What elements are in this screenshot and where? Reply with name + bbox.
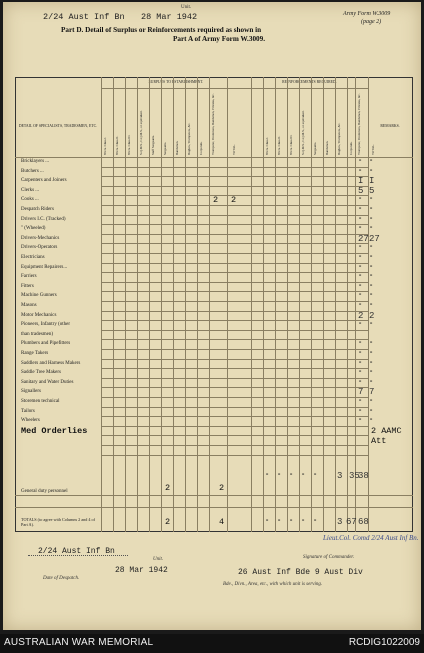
row-label: Cooks ... xyxy=(21,197,39,203)
row-label: Despatch Riders xyxy=(21,207,54,212)
specialists-header: DETAIL OF SPECIALISTS, TRADESMEN, ETC. xyxy=(18,124,98,128)
cell-r-total: - xyxy=(369,320,374,329)
section-rule xyxy=(101,88,368,89)
row-rule xyxy=(101,311,368,312)
cell-r-total: - xyxy=(369,224,374,233)
signature-label: Signature of Commander. xyxy=(303,555,355,560)
row-label: Masons xyxy=(21,303,37,308)
row-rule xyxy=(101,387,368,388)
column-rule xyxy=(149,77,150,532)
cell-r-priv: - xyxy=(358,224,363,233)
column-rule xyxy=(251,77,252,532)
row-rule xyxy=(101,234,368,235)
cell-r-priv: - xyxy=(358,262,363,271)
cell-r-priv: - xyxy=(358,377,363,386)
archive-brand: AUSTRALIAN WAR MEMORIAL xyxy=(4,637,154,648)
row-label: " (Wheeled) xyxy=(21,226,46,232)
cell-r-total: - xyxy=(369,253,374,261)
footer-unit-line xyxy=(28,555,128,556)
row-label: Drivers I.C. (Tracked) xyxy=(21,216,66,222)
row-rule xyxy=(101,339,368,340)
cell-r-priv: - xyxy=(358,291,363,300)
total-r-sqms: - xyxy=(301,517,306,525)
catalog-number: RCDIG1022009 xyxy=(348,637,420,648)
column-rule xyxy=(113,77,114,532)
row-rule xyxy=(101,359,368,360)
row-label: Electricians xyxy=(21,255,45,260)
column-rule xyxy=(197,77,198,532)
row-label: Saddle Tree Makers xyxy=(21,370,61,376)
row-rule xyxy=(101,176,368,177)
row-label: Storemen technical xyxy=(21,399,60,404)
footer-date-label: Date of Despatch. xyxy=(43,576,80,581)
row-rule xyxy=(101,282,368,283)
cell-r-total: - xyxy=(369,377,374,386)
column-rule xyxy=(125,77,126,532)
cell-r-priv: - xyxy=(358,281,363,290)
remarks-med-orderlies: 2 AAMC Att xyxy=(371,425,402,446)
column-rule xyxy=(137,77,138,532)
row-rule xyxy=(101,407,368,408)
reinforcement-column-heading: W.Os. Class I. xyxy=(265,136,269,155)
row-label: Plumbers and Pipefitters xyxy=(21,341,71,347)
cell-r-total: - xyxy=(369,406,374,415)
total-r-total: 68 xyxy=(358,517,369,527)
cell-r-total: - xyxy=(369,397,374,405)
row-rule xyxy=(101,435,368,436)
cell-r-priv: - xyxy=(358,253,363,261)
row-label: Butchers ... xyxy=(21,168,44,174)
row-label: than tradesmen) xyxy=(21,331,54,337)
row-rule xyxy=(101,243,368,244)
row-label: Wheelers xyxy=(21,418,40,424)
row-rule xyxy=(101,263,368,264)
surplus-column-heading: S.Q.M.S., C.Q.M.S., or equivalent. xyxy=(139,110,143,155)
cell-r-total: - xyxy=(369,339,374,348)
cell-r-priv: - xyxy=(358,214,363,223)
surplus-column-heading: W.Os. Class I. xyxy=(103,136,107,155)
subtotal-r-wo3: - xyxy=(289,471,294,479)
row-rule xyxy=(101,397,368,398)
cell-r-total: - xyxy=(369,243,374,252)
row-label: Sanitary and Water Duties xyxy=(21,379,74,385)
cell-s-priv: 2 xyxy=(213,195,219,206)
cell-r-priv: 5 xyxy=(358,185,364,196)
cell-r-priv: - xyxy=(358,397,363,405)
totals-rule xyxy=(15,507,413,508)
commander-signature: Lieut.Col. Comd 2/24 Aust Inf Bn. xyxy=(323,534,419,542)
cell-r-total: - xyxy=(369,272,374,281)
unit-name: 2/24 Aust Inf Bn xyxy=(43,12,125,22)
row-label: Machine Gunners xyxy=(21,293,57,299)
cell-r-total: 27 xyxy=(369,233,380,244)
reinforcement-column-heading: Sergeants. xyxy=(313,141,317,155)
row-label-general-duty: General duty personnel xyxy=(21,489,68,494)
column-rule xyxy=(209,77,210,532)
column-rule xyxy=(299,77,300,532)
row-rule xyxy=(101,291,368,292)
row-rule xyxy=(101,253,368,254)
footer-unit: 2/24 Aust Inf Bn xyxy=(38,547,115,556)
total-s-total: 4 xyxy=(219,517,225,527)
cell-r-priv: - xyxy=(358,416,363,425)
form-number: Army Form W.3009 xyxy=(343,11,391,17)
reinforcement-column-heading: S.Q.M.S., C.Q.M.S., or equivalent. xyxy=(301,110,305,155)
cell-r-total: 2 xyxy=(369,310,375,321)
total-s-sgt: 2 xyxy=(165,517,171,527)
general-duty-rule xyxy=(15,495,413,496)
row-label: Farriers xyxy=(21,274,37,280)
cell-r-priv: - xyxy=(358,349,363,357)
cell-r-total: I xyxy=(369,176,375,187)
row-rule xyxy=(101,349,368,350)
form-title: Part D. Detail of Surplus or Reinforcements required as shown in xyxy=(61,26,262,34)
general-duty-s-total: 2 xyxy=(219,483,225,493)
cell-s-total: 2 xyxy=(231,195,237,206)
surplus-column-heading: W.Os. Class II. xyxy=(115,135,119,155)
row-rule xyxy=(101,320,368,321)
row-label: Motor Mechanics xyxy=(21,312,57,318)
row-rule xyxy=(101,186,368,187)
surplus-column-heading: Sergeants. xyxy=(163,141,167,155)
unit-label: Unit. xyxy=(181,5,192,10)
reinforcement-column-heading: W.Os. Class II. xyxy=(277,135,281,155)
row-label: Fitters xyxy=(21,283,34,289)
surplus-column-heading: Bandsmen. xyxy=(175,140,179,155)
column-rule xyxy=(185,77,186,532)
cell-r-total: - xyxy=(369,349,374,357)
cell-r-priv: - xyxy=(358,195,363,204)
cell-r-priv: - xyxy=(358,272,363,281)
reinforcement-column-heading: Buglers, Trumpeters, &c. xyxy=(337,122,341,155)
cell-r-priv: 27 xyxy=(358,233,369,244)
row-rule xyxy=(101,215,368,216)
cell-r-priv: - xyxy=(358,301,363,309)
footer-date: 28 Mar 1942 xyxy=(115,566,168,575)
general-duty-s-sgt: 2 xyxy=(165,483,171,493)
cell-r-total: 5 xyxy=(369,185,375,196)
row-rule xyxy=(101,301,368,302)
total-r-wo3: - xyxy=(289,517,294,525)
row-label: Clerks ... xyxy=(21,187,40,193)
column-rule xyxy=(323,77,324,532)
column-rule xyxy=(227,77,228,532)
column-rule xyxy=(287,77,288,532)
form-page xyxy=(3,2,421,630)
cell-r-priv: 2 xyxy=(358,310,364,321)
row-label-med-orderlies: Med Orderlies xyxy=(21,425,88,436)
cell-r-priv: - xyxy=(358,243,363,252)
row-label: Bricklayers ... xyxy=(21,159,50,164)
row-label: Signallers xyxy=(21,389,41,395)
reinforcement-column-heading: W.Os. Class III. xyxy=(289,134,293,155)
cell-r-total: - xyxy=(369,262,374,271)
form-title-line2: Part A of Army Form W.3009. xyxy=(173,35,266,43)
column-rule xyxy=(335,77,336,532)
cell-r-total: - xyxy=(369,358,374,367)
cell-r-priv: - xyxy=(358,358,363,367)
total-r-wo1: - xyxy=(265,517,270,525)
row-label: Saddlers and Harness Makers xyxy=(21,360,81,366)
column-rule xyxy=(101,77,102,532)
surplus-column-heading: Trumpeter, Drummers, Bandsmen, Privates, &c. xyxy=(211,93,215,155)
row-rule xyxy=(101,455,368,456)
footer-brigade-label: Bde., Divn., Area, etc., with which unit is serving. xyxy=(223,582,323,587)
reinforcement-column-heading: TOTAL. xyxy=(371,144,375,155)
section-surplus: SURPLUS TO ESTABLISHMENT. xyxy=(148,80,204,84)
report-date: 28 Mar 1942 xyxy=(141,12,198,22)
row-rule xyxy=(101,368,368,369)
row-rule xyxy=(101,330,368,331)
surplus-column-heading: Corporals. xyxy=(199,141,203,155)
section-reinforcements: REINFORCEMENTS REQUIRED. xyxy=(282,80,337,84)
cell-r-total: - xyxy=(369,205,374,213)
column-rule xyxy=(347,77,348,532)
column-rule xyxy=(263,77,264,532)
row-label: Tailors xyxy=(21,408,35,414)
subtotal-r-total: 38 xyxy=(358,471,369,481)
column-rule xyxy=(275,77,276,532)
column-rule xyxy=(355,77,356,532)
footer-unit-label: Unit. xyxy=(153,557,164,562)
cell-r-total: - xyxy=(369,301,374,309)
row-rule xyxy=(101,272,368,273)
cell-r-total: - xyxy=(369,416,374,425)
total-r-cpl: 3 xyxy=(337,517,343,527)
row-label: Carpenters and Joiners xyxy=(21,178,67,184)
row-rule xyxy=(101,416,368,417)
surplus-column-heading: TOTAL. xyxy=(232,144,236,155)
row-rule xyxy=(101,445,368,446)
cell-r-priv: - xyxy=(358,166,363,175)
subtotal-r-priv: 35 xyxy=(349,471,360,481)
cell-r-priv: - xyxy=(358,339,363,348)
subtotal-r-cpl: 3 xyxy=(337,471,343,481)
detail-table xyxy=(15,77,413,532)
cell-r-total: - xyxy=(369,157,374,165)
row-rule xyxy=(101,426,368,427)
surplus-column-heading: Staff Sergeants. xyxy=(151,134,155,155)
column-rule xyxy=(311,77,312,532)
row-label-totals: TOTALS (to agree with Columns 2 and 4 of Part A). xyxy=(21,517,96,527)
cell-r-total: - xyxy=(369,281,374,290)
cell-r-priv: - xyxy=(358,406,363,415)
page-number: (page 2) xyxy=(361,19,382,25)
cell-r-total: - xyxy=(369,195,374,204)
footer-brigade: 26 Aust Inf Bde 9 Aust Div xyxy=(238,568,363,577)
cell-r-priv: - xyxy=(358,157,363,165)
row-label: Drivers-Mechanics xyxy=(21,235,60,241)
remarks-header: REMARKS. xyxy=(380,124,400,128)
cell-r-priv: I xyxy=(358,176,364,187)
cell-r-priv: - xyxy=(358,205,363,213)
row-label: Range Takers xyxy=(21,351,49,356)
cell-r-total: - xyxy=(369,368,374,377)
reinforcement-column-heading: Bandsmen. xyxy=(325,140,329,155)
cell-r-total: - xyxy=(369,291,374,300)
row-rule xyxy=(101,378,368,379)
cell-r-total: - xyxy=(369,166,374,175)
header-rule xyxy=(15,157,413,158)
reinforcement-column-heading: Trumpeter, Drummers, Bandsmen, Privates, &c. xyxy=(357,93,361,155)
surplus-column-heading: W.Os. Class III. xyxy=(127,134,131,155)
row-label: Pioneers, Infantry (other xyxy=(21,322,71,328)
row-rule xyxy=(101,167,368,168)
subtotal-r-wo1: - xyxy=(265,471,270,479)
column-rule xyxy=(161,77,162,532)
archive-footer-bar xyxy=(0,634,424,653)
surplus-column-heading: Buglers, Trumpeters, &c. xyxy=(187,122,191,155)
total-r-priv: 67 xyxy=(346,517,357,527)
reinforcement-column-heading: Corporals. xyxy=(349,141,353,155)
row-rule xyxy=(101,224,368,225)
cell-r-priv: 7 xyxy=(358,387,364,398)
cell-r-priv: - xyxy=(358,320,363,329)
column-rule xyxy=(173,77,174,532)
row-label: Drivers-Operators xyxy=(21,245,58,251)
subtotal-r-wo2: - xyxy=(277,471,282,479)
cell-r-priv: - xyxy=(358,368,363,377)
cell-r-total: - xyxy=(369,214,374,223)
subtotal-r-sgt: - xyxy=(313,471,318,479)
row-label: Equipment Repairers... xyxy=(21,264,68,270)
cell-r-total: 7 xyxy=(369,387,375,398)
total-r-sgt: - xyxy=(313,517,318,525)
subtotal-r-sqms: - xyxy=(301,471,306,479)
total-r-wo2: - xyxy=(277,517,282,525)
